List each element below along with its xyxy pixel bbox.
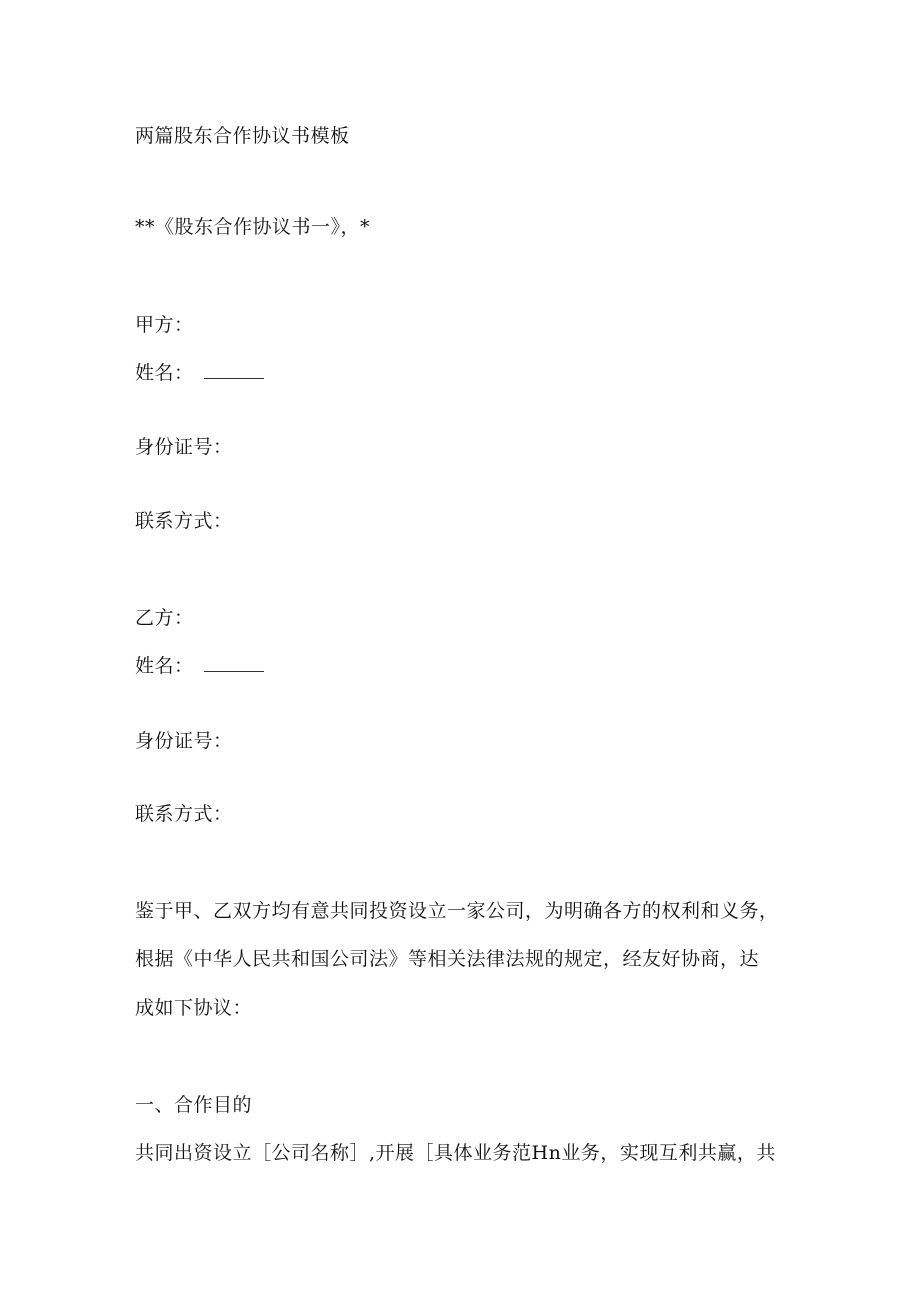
party-a-contact-label: 联系方式： [135,510,233,532]
party-b-contact-label: 联系方式： [135,803,233,825]
party-b-name-row [135,654,264,678]
party-a-id-label: 身份证号： [135,436,233,458]
document-subtitle: **《股东合作协议书一》，* [135,216,371,238]
party-a-name-label: 姓名： [135,362,194,384]
document-title: 两篇股东合作协议书模板 [135,125,350,147]
preamble-line: 鉴于甲、乙双方均有意共同投资设立一家公司，为明确各方的权利和义务， [135,900,779,922]
section-1-heading: 一、合作目的 [135,1094,253,1116]
party-a-name-blank [204,362,264,379]
party-b-heading: 乙方： [135,607,194,629]
party-b-name-blank [204,655,264,672]
party-b-name-label: 姓名： [135,655,194,677]
preamble-line: 成如下协议： [135,997,253,1019]
party-a-name-row [135,361,264,385]
preamble-line: 根据《中华人民共和国公司法》等相关法律法规的规定，经友好协商，达 [135,948,760,970]
party-a-heading: 甲方： [135,314,194,336]
party-b-id-label: 身份证号： [135,730,233,752]
section-1-text: 共同出资设立［公司名称］,开展［具体业务范Hn业务，实现互利共赢，共 [135,1142,776,1164]
